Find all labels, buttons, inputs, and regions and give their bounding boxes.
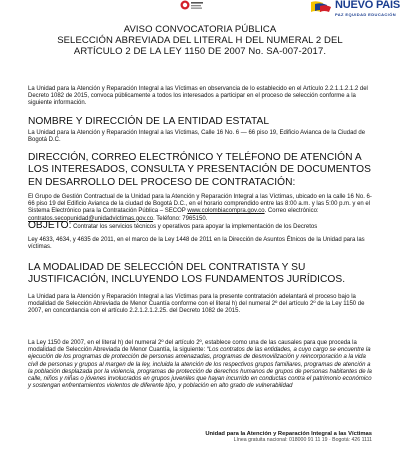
document-title (20, 24, 380, 57)
intro-paragraph: La Unidad para la Atención y Reparación Integral a las Víctimas en observancia de lo establecido en el Artículo 2.2.1.1.2.1.2 del Decreto 1082 de 2015, convoca públicamente a todos los interesados a participar en el proceso de selección conforme a la siguiente información. (28, 86, 368, 107)
section1-heading: NOMBRE Y DIRECCIÓN DE LA ENTIDAD ESTATAL (28, 116, 270, 127)
page-footer (205, 431, 372, 443)
colombia-flag-icon (309, 0, 333, 14)
footer-line-2: Línea gratuita nacional: 018000 91 11 19 · Bogotá: 426 1111 (233, 437, 372, 443)
title-line-2: SELECCIÓN ABREVIADA DEL LITERAL H DEL NUMERAL 2 DEL (57, 35, 343, 46)
title-line-3: ARTÍCULO 2 DE LA LEY 1150 DE 2007 No. SA-007-2017. (73, 46, 327, 57)
phone-text: . Teléfono: 7965150. (153, 215, 208, 222)
email-label: . Correo electrónico: (264, 208, 319, 215)
email-link[interactable]: contratos.secopunidad@unidadvictimas.gov.co (28, 215, 154, 222)
section3-body2-quote: “Los contratos de las entidades, a cuyo cargo se encuentre la ejecución de los programas de protección de personas amenazadas, programas de desmovilización y reincorporación a la vida civil de personas y grupos al margen de la ley, incluida la atención de los respectivos grupos familiares, programas de atención a la población desplazada por la violencia, programas de protección de derechos humanos de grupos de personas habitantes de la calle, niños y niñas o jóvenes involucrados en grupos juveniles que hayan incurrido en conductas contra el patrimonio económico y sostengan enfrentamientos violentos de diferente tipo, y población en alto grado de vulnerabilidad (28, 347, 372, 390)
government-seal-logo (177, 0, 205, 12)
objeto-label: OBJETO: (28, 220, 72, 231)
objeto-body-line1: Contratar los servicios técnicos y operativos para apoyar la implementación de los Decretos (73, 224, 318, 230)
section3-body2-plain: La Ley 1150 de 2007, en el literal h) del numeral 2º del artículo 2º, establece como una de las causales para que proceda la modalidad de Selección Abreviada de Menor Cuantía, la siguiente: (28, 340, 357, 354)
section2-body-text: El Grupo de Gestión Contractual de la Unidad para la Atención y Reparación Integral a las Víctimas, ubicado en la calle 16 No. 6-66 piso 19 del Edificio Avianca de la ciudad de Bogotá D.C., en el horario comprendido entre las 8:00 a.m. y las 5:00 p.m. y en el Sistema Electrónico para la Contratación Pública – SECOP (28, 194, 372, 215)
section3-body2 (28, 340, 373, 390)
section3-heading: LA MODALIDAD DE SELECCIÓN DEL CONTRATISTA Y SU JUSTIFICACIÓN, INCLUYENDO LOS FUNDAMENTOS JURÍDICOS. (28, 262, 346, 286)
nuevo-pais-logo (305, 0, 400, 20)
title-line-1: AVISO CONVOCATORIA PÚBLICA (123, 24, 277, 35)
objeto-body-rest: Ley 4633, 4634, y 4635 de 2011, en el marco de la Ley 1448 de 2011 en la Dirección de Asuntos Étnicos de la Unidad para las víctimas. (28, 237, 365, 251)
section1-body: La Unidad para la Atención y Reparación Integral a las Víctimas, Calle 16 No. 6 — 66 piso 19, Edificio Avianca de la Ciudad de Bogotá D.C. (28, 130, 366, 144)
objeto-paragraph (28, 222, 373, 231)
section3-body1: La Unidad para la Atención y Reparación Integral a las Víctimas para la presente contratación adelantará el proceso bajo la modalidad de Selección Abreviada de Menor Cuantía conforme con el literal h) del numeral 2º del artículo 2º de la Ley 1150 de 2007, en concordancia con el artículo 2.2.1.2.1.2.25. del Decreto 1082 de 2015. (28, 294, 365, 315)
logo-right-tagline: PAZ EQUIDAD EDUCACIÓN (335, 12, 396, 17)
secop-link[interactable]: www.colombiacompra.gov.co (187, 208, 265, 215)
page-header (0, 0, 400, 20)
section2-heading: DIRECCIÓN, CORREO ELECTRÓNICO Y TELÉFONO DE ATENCIÓN A LOS INTERESADOS, CONSULTA Y PRESENTACIÓN DE DOCUMENTOS EN DESARROLLO DEL PROCESO DE CONTRATACIÓN: (28, 152, 371, 188)
section2-body (28, 194, 373, 223)
footer-line-1: Unidad para la Atención y Reparación Integral a las Víctimas (205, 431, 372, 437)
logo-right-text: NUEVO PAÍS (335, 0, 400, 11)
